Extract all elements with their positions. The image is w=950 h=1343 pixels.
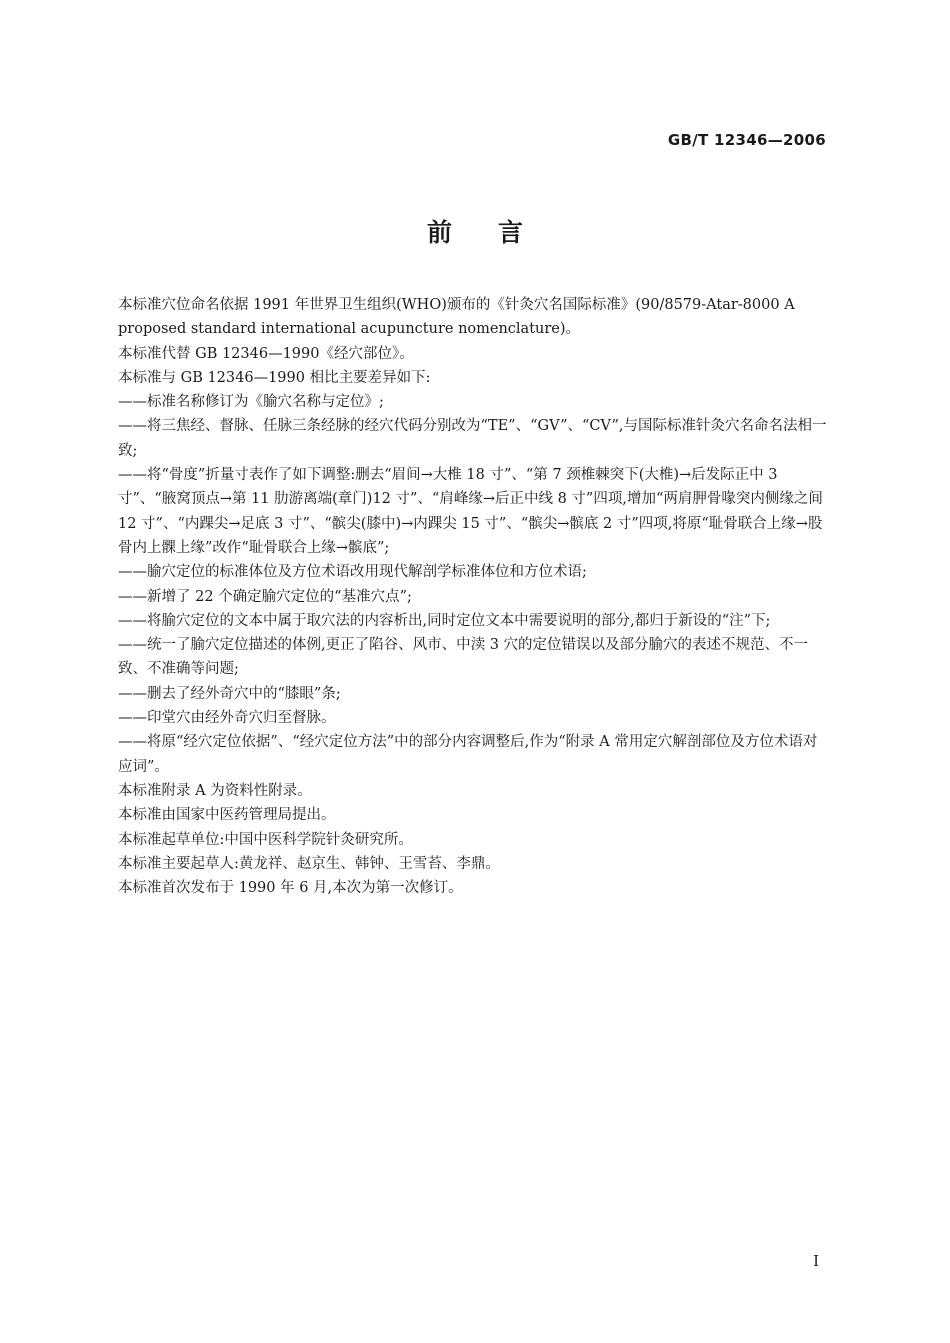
change-item: ——将原“经穴定位依据”、“经穴定位方法”中的部分内容调整后,作为“附录 A 常用定穴解剖部位及方位术语对应词”。: [118, 734, 818, 775]
change-item: ——新增了 22 个确定腧穴定位的“基准穴点”;: [118, 588, 412, 605]
change-item: ——删去了经外奇穴中的“膝眼”条;: [118, 685, 341, 702]
change-item: ——统一了腧穴定位描述的体例,更正了陷谷、风市、中渎 3 穴的定位错误以及部分腧穴的表述不规范、不一致、不准确等问题;: [118, 637, 809, 678]
change-item: ——印堂穴由经外奇穴归至督脉。: [118, 710, 336, 727]
change-item: ——标准名称修订为《腧穴名称与定位》;: [118, 394, 384, 411]
paragraph-drafters: 本标准主要起草人:黄龙祥、赵京生、韩钟、王雪苔、李鼎。: [118, 855, 500, 872]
title-char-1: 前: [426, 218, 452, 247]
change-item: ——将三焦经、督脉、任脉三条经脉的经穴代码分别改为“TE”、“GV”、“CV”,与国际标准针灸穴名命名法相一致;: [118, 418, 827, 459]
change-item: ——将腧穴定位的文本中属于取穴法的内容析出,同时定位文本中需要说明的部分,都归于新设的“注”下;: [118, 612, 771, 629]
paragraph-proposer: 本标准由国家中医药管理局提出。: [118, 807, 336, 824]
page-title: [0, 213, 950, 249]
change-item: ——将“骨度”折量寸表作了如下调整:删去“眉间→大椎 18 寸”、“第 7 颈椎棘突下(大椎)→后发际正中 3 寸”、“腋窝顶点→第 11 肋游离端(章门)12 寸”、“肩峰缘→后正中线 8 寸”四项,增加“两肩胛骨喙突内侧缘之间 12 寸”、“内踝尖→足底 3 寸”、“髌尖(膝中)→内踝尖 15 寸”、“髌尖→髌底 2 寸”四项,将原“耻骨联合上缘→股骨内上髁上缘”改作“耻骨联合上缘→髌底”;: [118, 467, 823, 556]
page-number: I: [813, 1252, 819, 1270]
paragraph-basis: 本标准穴位命名依据 1991 年世界卫生组织(WHO)颁布的《针灸穴名国际标准》(90/8579-Atar-8000 A proposed standard international acupuncture nomenclature)。: [118, 297, 795, 338]
paragraph-history: 本标准首次发布于 1990 年 6 月,本次为第一次修订。: [118, 880, 463, 897]
standard-number: GB/T 12346—2006: [667, 131, 826, 149]
paragraph-differences: 本标准与 GB 12346—1990 相比主要差异如下:: [118, 369, 431, 386]
paragraph-drafting-unit: 本标准起草单位:中国中医科学院针灸研究所。: [118, 831, 413, 848]
paragraph-replaces: 本标准代替 GB 12346—1990《经穴部位》。: [118, 345, 414, 362]
change-item: ——腧穴定位的标准体位及方位术语改用现代解剖学标准体位和方位术语;: [118, 564, 587, 581]
foreword-body: [118, 293, 830, 900]
title-char-2: 言: [498, 218, 524, 247]
paragraph-appendix: 本标准附录 A 为资料性附录。: [118, 782, 312, 799]
